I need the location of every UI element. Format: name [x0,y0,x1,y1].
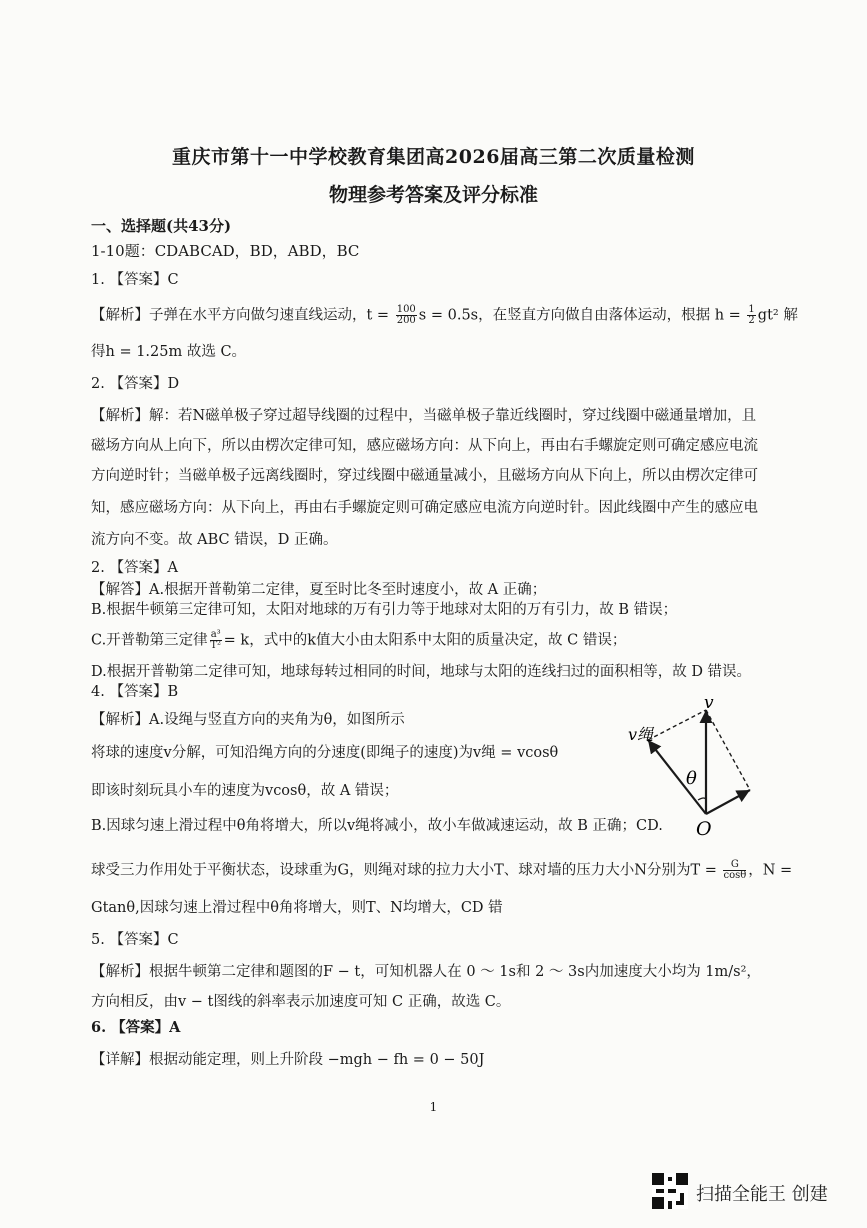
dashed-line [706,710,750,790]
q4-line3: 即该时刻玩具小车的速度为vcosθ，故 A 错误； [91,783,399,799]
q4-line1: 【解析】A.设绳与竖直方向的夹角为θ，如图所示 [91,712,405,728]
fraction: $\frac{\text{a³}}{\text{T²}}$ [210,629,222,651]
document-title: 重庆市第十一中学校教育集团高2026届高三第二次质量检测 [172,146,695,168]
fraction: $\frac{100}{200}$ [396,304,416,326]
q4-answer: 4. 【答案】B [91,684,179,700]
rope-velocity-vector [648,740,706,814]
page-number: 1 [429,1100,438,1114]
q2-line: 磁场方向从上向下，所以由楞次定律可知，感应磁场方向：从下向上，再由右手螺旋定则可确定感应电流 [91,438,758,454]
q3-line4: D.根据开普勒第二定律可知，地球每转过相同的时间，地球与太阳的连线扫过的面积相等，故 D 错误。 [91,664,752,680]
section-heading: 一、选择题(共43分) [91,217,232,235]
q2-line: 方向逆时针；当磁单极子远离线圈时，穿过线圈中磁通量减小，且磁场方向从下向上，所以由楞次定律可 [91,468,758,484]
q4-line2: 将球的速度v分解，可知沿绳方向的分速度(即绳子的速度)为v绳 = vcosθ [91,745,559,761]
q4-line5: 球受三力作用处于平衡状态，设球重为G，则绳对球的拉力大小T、球对墙的压力大小N分别为T = $\frac{G}{\cos\theta}$ ，N = [91,859,793,881]
q6-line1: 【详解】根据动能定理，则上升阶段 −mgh − fh = 0 − 50J [91,1052,485,1068]
document-subtitle: 物理参考答案及评分标准 [328,184,538,206]
q3-answer: 2. 【答案】A [91,560,178,576]
q4-line4: B.因球匀速上滑过程中θ角将增大，所以v绳将减小，故小车做减速运动，故 B 正确；CD. [91,818,663,834]
answer-key: 1-10题：CDABCAD，BD，ABD，BC [91,242,360,260]
q1-answer: 1. 【答案】C [91,272,179,288]
fraction: $\frac{G}{\cos\theta}$ [723,859,747,881]
q5-line2: 方向相反，由v − t图线的斜率表示加速度可知 C 正确，故选 C。 [91,994,511,1010]
q1-analysis-line2: 得h = 1.25m 故选 C。 [91,344,247,360]
angle-arc [698,798,706,800]
q6-answer: 6. 【答案】A [91,1019,181,1036]
fraction: $\frac{1}{2}$ [748,304,755,326]
label-theta: θ [686,768,697,789]
q4-line6: Gtanθ,因球匀速上滑过程中θ角将增大，则T、N均增大，CD 错 [91,900,503,916]
label-v-rope: v绳 [628,725,654,744]
q5-line1: 【解析】根据牛顿第二定律和题图的F − t，可知机器人在 0 ～ 1s和 2 ～ 3s内加速度大小均为 1m/s²， [91,964,761,980]
dashed-line [648,710,706,740]
q2-line: 知，感应磁场方向：从下向上，再由右手螺旋定则可确定感应电流方向逆时针。因此线圈中产生的感应电 [91,500,758,516]
q5-answer: 5. 【答案】C [91,932,179,948]
q1-analysis-line1: 【解析】子弹在水平方向做匀速直线运动，t = $\frac{100}{200}$ s = 0.5s，在竖直方向做自由落体运动，根据 h = $\frac{1}{2}$ gt² 解 [91,304,798,326]
q2-line: 【解析】解：若N磁单极子穿过超导线圈的过程中，当磁单极子靠近线圈时，穿过线圈中磁通量增加，且 [91,408,757,424]
perpendicular-velocity-vector [706,790,750,814]
label-origin: O [696,818,712,840]
qr-code-icon [652,1173,688,1209]
q3-line1: 【解答】A.根据开普勒第二定律，夏至时比冬至时速度小，故 A 正确； [91,582,547,598]
q2-answer: 2. 【答案】D [91,376,180,392]
label-v: v [704,693,714,713]
q2-line: 流方向不变。故 ABC 错误，D 正确。 [91,532,338,548]
scanner-watermark: 扫描全能王 创建 [696,1184,828,1205]
q3-line3: C.开普勒第三定律 $\frac{\text{a³}}{\text{T²}}$ = k，式中的k值大小由太阳系中太阳的质量决定，故 C 错误； [91,629,627,651]
velocity-diagram [622,690,772,840]
q3-line2: B.根据牛顿第三定律可知，太阳对地球的万有引力等于地球对太阳的万有引力，故 B 错误； [91,602,678,618]
